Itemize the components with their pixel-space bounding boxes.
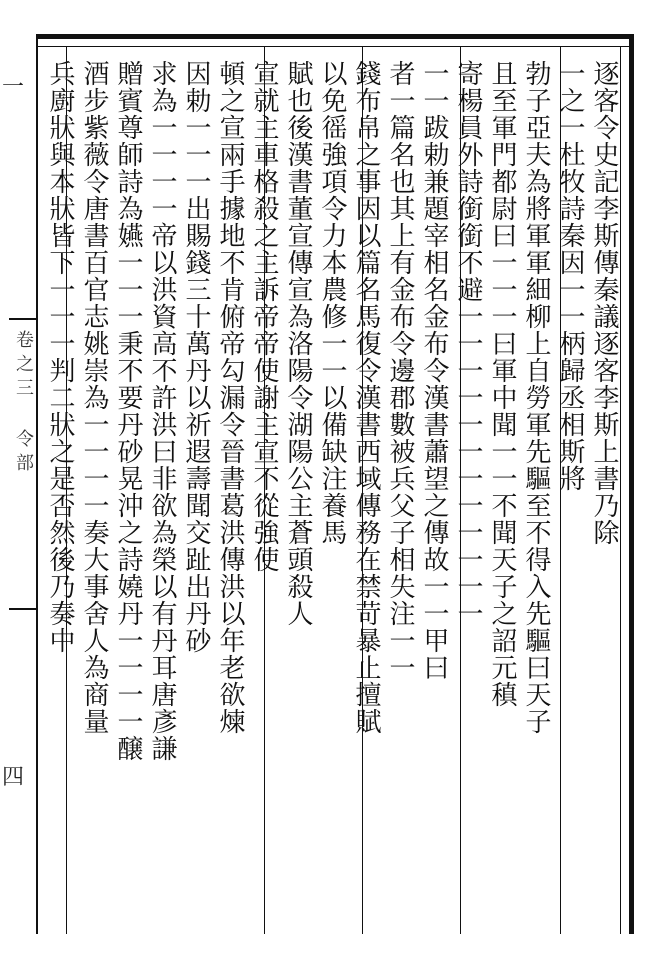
text-column-5: 寄楊員外詩銜銜不避一一一一一一一一一一一一: [453, 60, 483, 627]
text-column-10: 賦也後漢書董宣傳宣為洛陽令湖陽公主蒼頭殺人: [283, 60, 313, 627]
margin-top-mark: 一: [2, 75, 25, 100]
text-column-7: 者一篇名也其上有金布令邊郡數被兵父子相失注一一: [385, 60, 415, 681]
text-column-17: 兵廚狀與本狀皆下一一一判二狀之是否然後乃奏中: [45, 60, 75, 654]
text-column-8: 錢布帛之事因以篇名馬復令漢書西域傳務在禁苛暴止擅賦: [351, 60, 381, 735]
text-column-11: 宣就主車格殺之主訴帝帝使謝主宣不從強使: [249, 60, 279, 573]
text-column-16: 酒步紫薇令唐書百官志姚崇為一一一一奏大事舍人為商量: [79, 60, 109, 735]
text-column-9: 以免徭強項令力本農修一一以備缺注養馬: [317, 60, 347, 546]
right-border-rule: [629, 34, 634, 934]
top-inner-rule: [36, 46, 634, 47]
top-border-rule: [36, 34, 634, 39]
margin-bottom-mark: 四: [2, 765, 25, 790]
text-column-12: 頓之宣兩手據地不肯俯帝勾漏令晉書葛洪傳洪以年老欲煉: [215, 60, 245, 735]
text-column-1: 逐客令史記李斯傳秦議逐客李斯上書乃除: [589, 60, 619, 546]
text-column-4: 且至軍門都尉曰一一一曰軍中聞一一不聞天子之詔元稹: [487, 60, 517, 708]
text-column-13: 因勅一一一出賜錢三十萬丹以祈遐壽聞交趾出丹砂: [181, 60, 211, 654]
text-column-6: 一一跋勅兼題宰相名金布令漢書蕭望之傳故一一甲曰: [419, 60, 449, 681]
text-column-15: 贈賓尊師詩為嬿一一一秉不要丹砂晃沖之詩嬈丹一一一一醸: [113, 60, 143, 762]
text-column-14: 求為一一一一帝以洪資高不許洪曰非欲為榮以有丹耳唐彥謙: [147, 60, 177, 762]
margin-side-label: 卷之三 令部: [13, 330, 34, 477]
text-column-2: 一之一杜牧詩秦因一一柄歸丞相斯將: [555, 60, 585, 492]
text-column-3: 勃子亞夫為將軍軍細柳上自勞軍先驅至不得入先驅曰天子: [521, 60, 551, 735]
